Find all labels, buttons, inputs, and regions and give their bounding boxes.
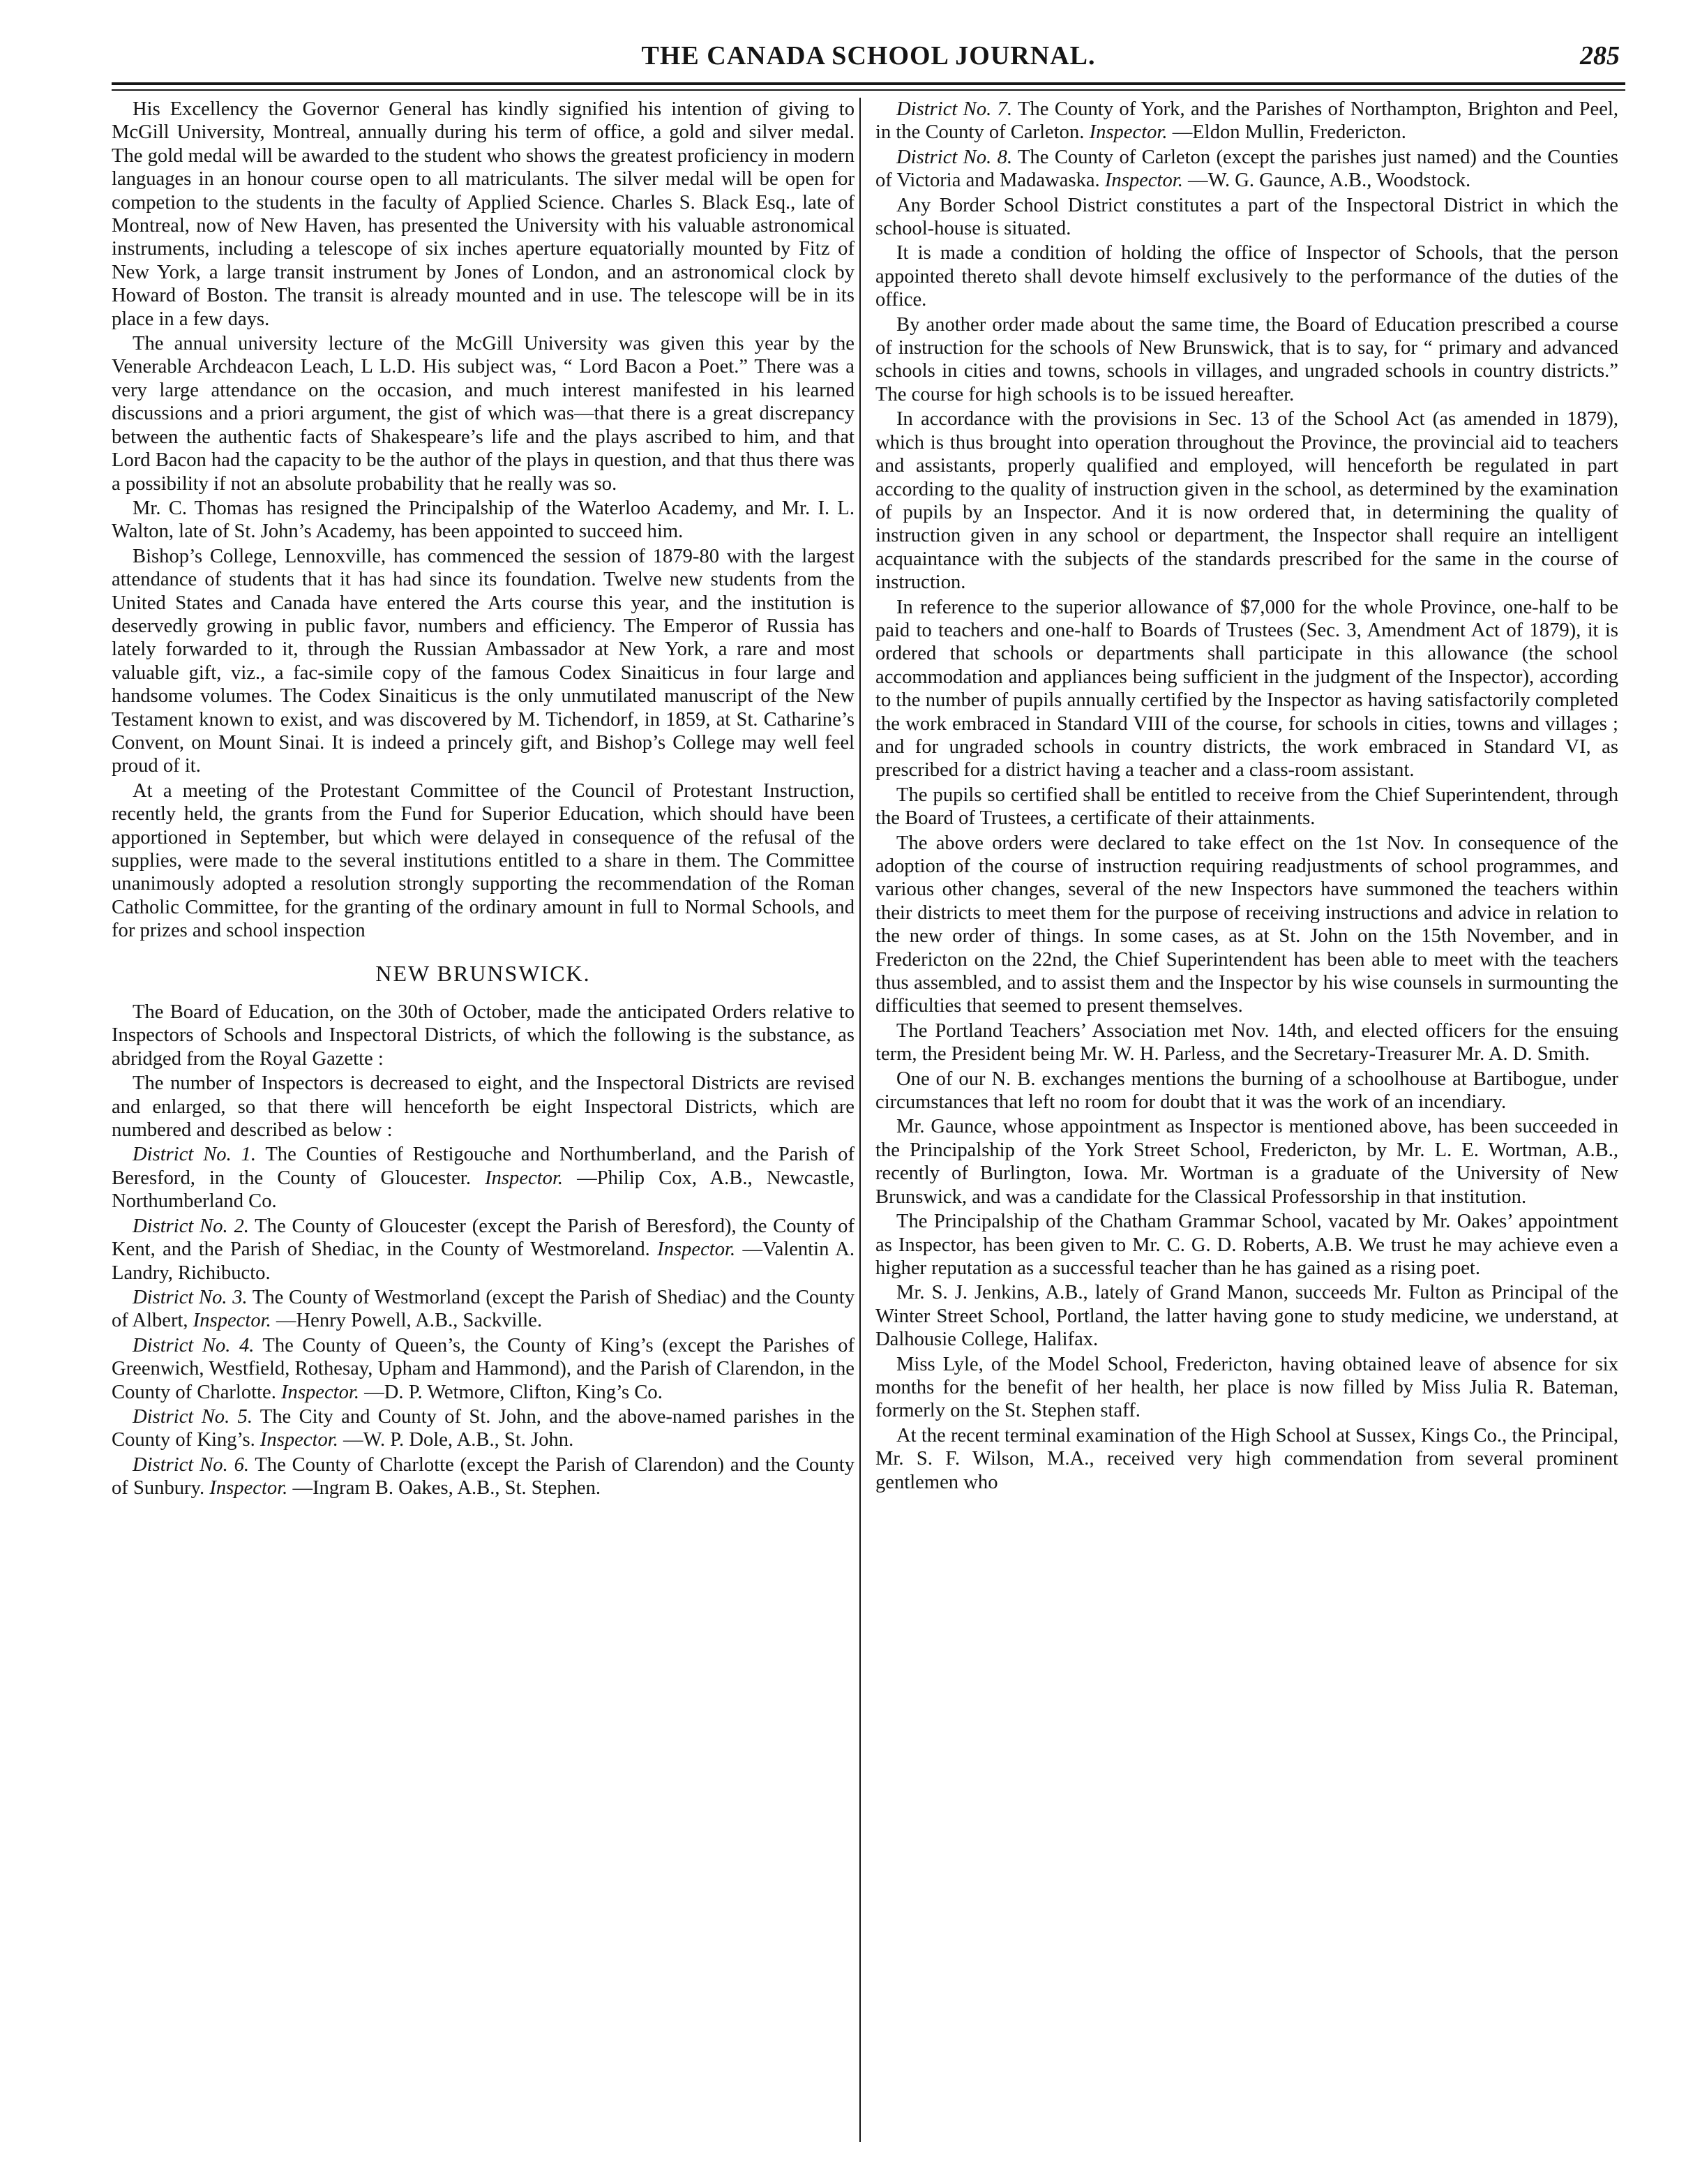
paragraph: The annual university lecture of the McGill University was given this year by the Venerable Archdeacon Leach, L L.D. His subject was, “ Lord Bacon a Poet.” There was a very large attendance on the occasion, and much interest manifested in his learned discussions and a priori argument, the gist of which was—that there is a great discrepancy between the authentic facts of Shakespeare’s life and the plays ascribed to him, and that Lord Bacon had the capacity to be the author of the plays in question, and that thus there was a possibility if not an absolute probability that he really was so. (112, 333, 855, 495)
district-entry (112, 1334, 855, 1404)
district-label: District No. 8. (896, 146, 1013, 168)
district-label: District No. 3. (133, 1286, 248, 1308)
page-header (112, 40, 1625, 75)
district-entry (112, 1286, 855, 1333)
paragraph: The above orders were declared to take effect on the 1st Nov. In consequence of the adoption of the course of instruction requiring readjustments of school programmes, and various other changes, several of the new Inspectors have summoned the teachers within their districts to meet them for the purpose of receiving instructions and advice in relation to the new order of things. In some cases, as at St. John on the 15th November, and in Fredericton on the 22nd, the Chief Superintendent has been able to meet with the teachers thus assembled, and to assist them and the Inspector by his wise counsels in surmounting the difficulties that seemed to present themselves. (875, 832, 1618, 1017)
header-rule-thin (112, 89, 1625, 91)
district-entry (875, 98, 1618, 144)
inspector-name: —W. P. Dole, A.B., St. John. (343, 1429, 574, 1451)
inspector-name: —Eldon Mullin, Fredericton. (1172, 121, 1406, 144)
inspector-name: —Valentin A. Landry, Richibucto. (112, 1239, 855, 1284)
district-description: The County of Queen’s, the County of King’s (except the Parishes of Greenwich, Westfield, Rothesay, Upham and Hammond), and the Parish of Clarendon, in the County of Charlotte. (112, 1334, 855, 1403)
paragraph: The Principalship of the Chatham Grammar School, vacated by Mr. Oakes’ appointment as Inspector, has been given to Mr. C. G. D. Roberts, A.B. We trust he may achieve even a higher reputation as a successful teacher than he has gained as a rising poet. (875, 1211, 1618, 1279)
inspector-name: —D. P. Wetmore, Clifton, King’s Co. (364, 1381, 663, 1403)
district-description: The County of York, and the Parishes of Northampton, Brighton and Peel, in the County of Carleton. (875, 98, 1618, 144)
section-heading: NEW BRUNSWICK. (375, 960, 591, 986)
inspector-label: Inspector. (281, 1381, 360, 1403)
paragraph: By another order made about the same time, the Board of Education prescribed a course of instruction for the schools of New Brunswick, that is to say, for “ primary and advanced schools in cities and towns, schools in villages, and ungraded schools in country districts.” The course for high schools is to be issued hereafter. (875, 313, 1618, 405)
district-label: District No. 2. (133, 1215, 249, 1237)
district-description: The City and County of St. John, and the above-named parishes in the County of King’s. (112, 1405, 855, 1451)
district-entry (112, 1215, 855, 1285)
column-divider (859, 98, 861, 2142)
inspector-label: Inspector. (485, 1167, 564, 1189)
right-column (875, 98, 1618, 2142)
inspector-label: Inspector. (657, 1239, 736, 1261)
inspector-name: —Henry Powell, A.B., Sackville. (276, 1310, 543, 1332)
district-description: The Counties of Restigouche and Northumberland, and the Parish of Beresford, in the County of Gloucester. (112, 1144, 855, 1189)
district-label: District No. 7. (896, 98, 1013, 120)
paragraph: Mr. C. Thomas has resigned the Principalship of the Waterloo Academy, and Mr. I. L. Walton, late of St. John’s Academy, has been appointed to succeed him. (112, 497, 855, 543)
page-number: 285 (1580, 41, 1620, 70)
district-label: District No. 5. (133, 1405, 253, 1428)
paragraph: In reference to the superior allowance of $7,000 for the whole Province, one-half to be paid to teachers and one-half to Boards of Trustees (Sec. 3, Amendment Act of 1879), it is ordered that schools or departments shall participate in this allowance (the school accommodation and appliances being sufficient in the judgment of the Inspector), according to the number of pupils annually certified by the Inspector as having satisfactorily completed the work embraced in Standard VIII of the course, for schools in cities, towns and villages ; and for ungraded schools in country districts, the work embraced in Standard VI, as prescribed for a district having a teacher and a class-room assistant. (875, 596, 1618, 781)
paragraph: Any Border School District constitutes a part of the Inspectoral District in which the school-house is situated. (875, 194, 1618, 240)
inspector-label: Inspector. (209, 1477, 288, 1499)
inspector-label: Inspector. (193, 1310, 271, 1332)
paragraph: Miss Lyle, of the Model School, Fredericton, having obtained leave of absence for six months for the benefit of her health, her place is now filled by Miss Julia R. Bateman, formerly on the St. Stephen staff. (875, 1353, 1618, 1422)
inspector-name: —W. G. Gaunce, A.B., Woodstock. (1188, 170, 1471, 192)
district-entry (112, 1143, 855, 1213)
paragraph: Mr. Gaunce, whose appointment as Inspector is mentioned above, has been succeeded in the Principalship of the York Street School, Fredericton, by Mr. L. E. Wortman, A.B., recently of Burlington, Iowa. Mr. Wortman is a graduate of the University of New Brunswick, and was a candidate for the Classical Professorship in that institution. (875, 1116, 1618, 1208)
paragraph: Mr. S. J. Jenkins, A.B., lately of Grand Manon, succeeds Mr. Fulton as Principal of the Winter Street School, Portland, the latter having gone to study medicine, we understand, at Dalhousie College, Halifax. (875, 1282, 1618, 1351)
left-column (112, 98, 855, 2142)
inspector-label: Inspector. (1104, 170, 1183, 192)
district-label: District No. 1. (133, 1144, 256, 1166)
header-rule-thick (112, 82, 1625, 85)
district-description: The County of Charlotte (except the Parish of Clarendon) and the County of Sunbury. (112, 1453, 855, 1499)
paragraph: It is made a condition of holding the office of Inspector of Schools, that the person appointed thereto shall devote himself exclusively to the performance of the duties of the office. (875, 242, 1618, 311)
paragraph: In accordance with the provisions in Sec. 13 of the School Act (as amended in 1879), which is thus brought into operation throughout the Province, the provincial aid to teachers and assistants, properly qualified and employed, will henceforth be regulated in part according to the quality of instruction given in the school, as determined by the examination of pupils by an Inspector. And it is now ordered that, in determining the quality of instruction given in any school or department, the Inspector shall require an intelligent acquaintance with the subjects of the standards prescribed for the same in the course of instruction. (875, 408, 1618, 594)
paragraph: At a meeting of the Protestant Committee of the Council of Protestant Instruction, recently held, the grants from the Fund for Superior Education, which should have been apportioned in September, but which were delayed in consequence of the refusal of the supplies, were made to the several institutions entitled to a share in them. The Committee unanimously adopted a resolution strongly supporting the recommendation of the Roman Catholic Committee, for the granting of the ordinary amount in full to Normal Schools, and for prizes and school inspection (112, 779, 855, 942)
inspector-name: —Ingram B. Oakes, A.B., St. Stephen. (292, 1477, 601, 1499)
running-title: THE CANADA SCHOOL JOURNAL. (641, 41, 1096, 70)
paragraph: At the recent terminal examination of the High School at Sussex, Kings Co., the Principal, Mr. S. F. Wilson, M.A., received very high commendation from several prominent gentlemen who (875, 1424, 1618, 1493)
paragraph: Bishop’s College, Lennoxville, has commenced the session of 1879-80 with the largest attendance of students that it has had since its foundation. Twelve new students from the United States and Canada have entered the Arts course this year, and the institution is deservedly growing in public favor, numbers and efficiency. The Emperor of Russia has lately forwarded to it, through the Russian Ambassador at New York, a rare and most valuable gift, viz., a fac-simile copy of the famous Codex Sinaiticus in four large and handsome volumes. The Codex Sinaiticus is the only unmutilated manuscript of the New Testament known to exist, and was discovered by M. Tichendorf, in 1859, at St. Catharine’s Convent, on Mount Sinai. It is indeed a princely gift, and Bishop’s College may well feel proud of it. (112, 545, 855, 777)
paragraph: The pupils so certified shall be entitled to receive from the Chief Superintendent, through the Board of Trustees, a certificate of their attainments. (875, 784, 1618, 830)
district-label: District No. 6. (133, 1453, 250, 1476)
paragraph: The number of Inspectors is decreased to eight, and the Inspectoral Districts are revised and enlarged, so that there will henceforth be eight Inspectoral Districts, which are numbered and described as below : (112, 1072, 855, 1142)
paragraph: One of our N. B. exchanges mentions the burning of a schoolhouse at Bartibogue, under circumstances that left no room for doubt that it was the work of an incendiary. (875, 1068, 1618, 1114)
district-description: The County of Westmorland (except the Parish of Shediac) and the County of Albert, (112, 1286, 855, 1332)
district-entry (112, 1453, 855, 1500)
paragraph: The Board of Education, on the 30th of October, made the anticipated Orders relative to Inspectors of Schools and Inspectoral Districts, of which the following is the substance, as abridged from the Royal Gazette : (112, 1001, 855, 1070)
district-entry (112, 1405, 855, 1452)
district-label: District No. 4. (133, 1334, 255, 1356)
inspector-label: Inspector. (259, 1429, 338, 1451)
district-entry (875, 146, 1618, 193)
inspector-label: Inspector. (1089, 121, 1168, 144)
paragraph: The Portland Teachers’ Association met Nov. 14th, and elected officers for the ensuing term, the President being Mr. W. H. Parless, and the Secretary-Treasurer Mr. A. D. Smith. (875, 1019, 1618, 1065)
district-description: The County of Carleton (except the parishes just named) and the Counties of Victoria and Madawaska. (875, 146, 1618, 192)
district-description: The County of Gloucester (except the Parish of Beresford), the County of Kent, and the Parish of Shediac, in the County of Westmoreland. (112, 1215, 855, 1261)
inspector-name: —Philip Cox, A.B., Newcastle, Northumberland Co. (112, 1167, 855, 1213)
paragraph: His Excellency the Governor General has kindly signified his intention of giving to McGill University, Montreal, annually during his term of office, a gold and silver medal. The gold medal will be awarded to the student who shows the greatest proficiency in modern languages in an honour course open to all matriculants. The silver medal will be open for competion to the students in the faculty of Applied Science. Charles S. Black Esq., late of Montreal, now of New Haven, has presented the University with his valuable astronomical instruments, including a telescope of six inches aperture equatorially mounted by Fitz of New York, a large transit instrument by Jones of London, and an astronomical clock by Howard of Boston. The transit is already mounted and in use. The telescope will be in its place in a few days. (112, 98, 855, 330)
